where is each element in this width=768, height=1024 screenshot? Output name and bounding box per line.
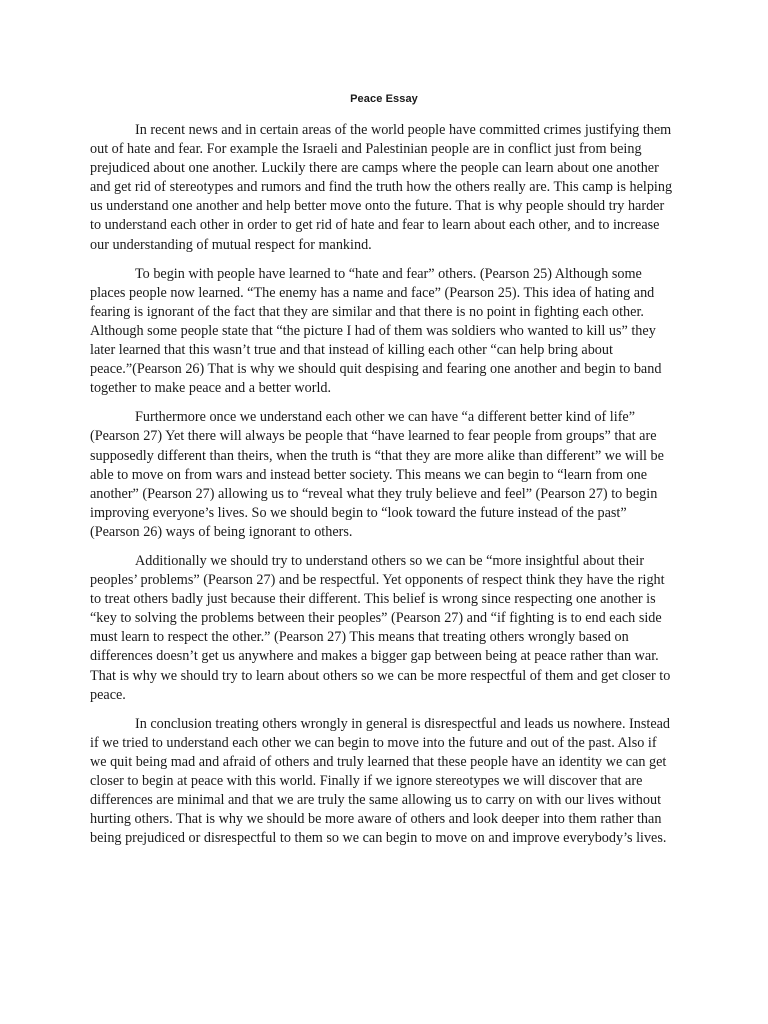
paragraph-body-1: To begin with people have learned to “hate and fear” others. (Pearson 25) Although some places people now learned. “The enemy has a name and face” (Pearson 25). This idea of hating and fearing is ignorant of the fact that they are similar and that there is no point in fighting each other. Although some people state that “the picture I had of them was soldiers who wanted to kill us” they later learned that this wasn’t true and that instead of killing each other “can help bring about peace.”(Pearson 26) That is why we should quit despising and fearing one another and begin to band together to make peace and a better world. bbox=[90, 265, 662, 397]
paragraph-body-2: Furthermore once we understand each other we can have “a different better kind of life” (Pearson 27) Yet there will always be people that “have learned to fear people from groups” that are supposedly different than theirs, when the truth is “that they are more alike than different” we will be able to move on from wars and instead better society. This means we can begin to “learn from one another” (Pearson 27) allowing us to “reveal what they truly believe and feel” (Pearson 27) to begin improving everyone’s lives. So we should begin to “look toward the future instead of the past” (Pearson 26) ways of being ignorant to others. bbox=[90, 409, 664, 540]
document-title: Peace Essay bbox=[350, 93, 418, 105]
paragraph-body-3: Additionally we should try to understand others so we can be “more insightful about their peoples’ problems” (Pearson 27) and be respectful. Yet opponents of respect think they have the right to treat others badly just because their different. This belief is wrong since respecting one another is “key to solving the problems between their peoples” (Pearson 27) and “if fighting is to end each side must learn to respect the other.” (Pearson 27) This means that treating others wrongly based on differences doesn’t get us anywhere and makes a bigger gap between being at peace rather than war. That is why we should try to learn about others so we can be more respectful of them and get closer to peace. bbox=[90, 552, 671, 703]
paragraph-introduction: In recent news and in certain areas of the world people have committed crimes justifying them out of hate and fear. For example the Israeli and Palestinian people are in conflict just from being prejudiced about one another. Luckily there are camps where the people can learn about one another and get rid of stereotypes and rumors and find the truth how the others really are. This camp is helping us understand one another and help better move onto the future. That is why people should try harder to understand each other in order to get rid of hate and fear to learn about each other, and to increase our understanding of mutual respect for mankind. bbox=[90, 122, 673, 253]
essay-body bbox=[90, 121, 676, 858]
paragraph-conclusion: In conclusion treating others wrongly in general is disrespectful and leads us nowhere. Instead if we tried to understand each other we can begin to move into the future and out of the past. Also if we quit being mad and afraid of others and truly learned that these people have an identity we can get closer to begin at peace with this world. Finally if we ignore stereotypes we will discover that are differences are minimal and that we are truly the same allowing us to carry on with our lives without hurting others. That is why we should be more aware of others and look deeper into them rather than being prejudiced or disrespectful to them so we can begin to move on and improve everybody’s lives. bbox=[90, 715, 671, 847]
